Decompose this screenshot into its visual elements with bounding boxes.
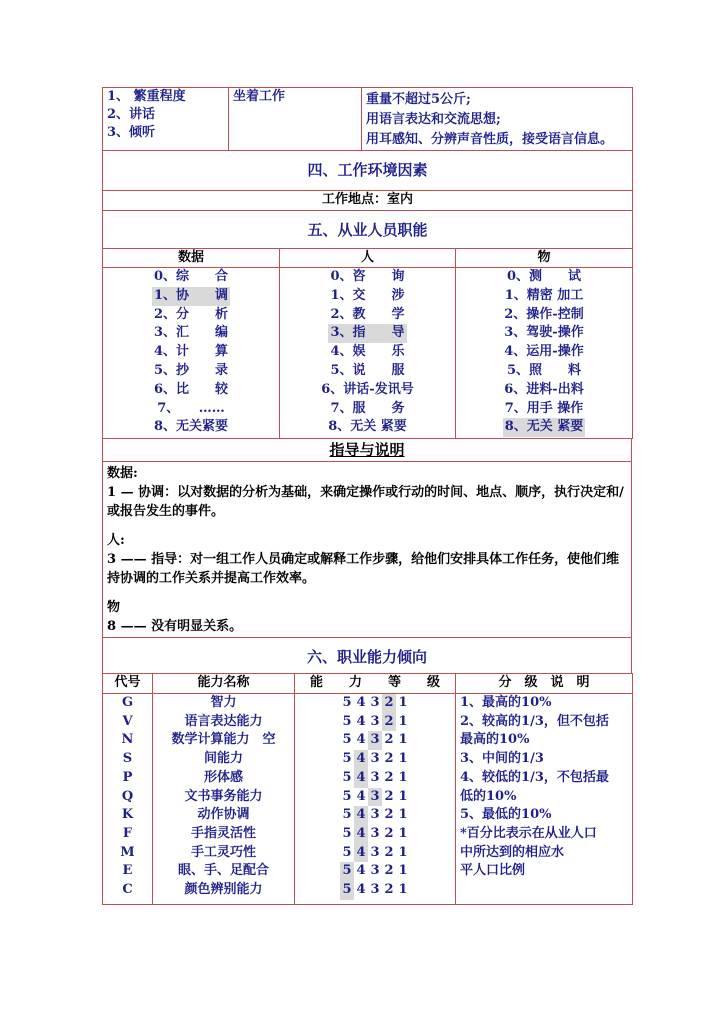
function-item: 8、无关紧要 [153,419,229,435]
activity-detail: 用耳感知、分辨声音性质，接受语言信息。 [366,132,614,147]
functions-data-column [103,268,280,439]
abilities-grades [295,694,456,905]
function-item: 8、无关 紧要 [328,419,407,435]
ability-grade-row [299,731,451,750]
activity-posture-cell [229,88,362,151]
grade-digit: 2 [384,882,394,898]
grade-digit: 1 [398,882,408,898]
grade-digit-selected: 4 [354,769,368,788]
ability-name: 间能力 [203,751,243,767]
activity-item: 3、倾听 [107,125,156,140]
function-item-selected: 8、无关 紧要 [503,418,586,437]
ability-code: E [122,863,133,879]
function-item: 6、讲话-发讯号 [321,381,414,397]
grade-digit: 3 [370,825,380,841]
grade-digit: 3 [370,882,380,898]
grade-digit-selected: 3 [368,788,382,807]
grade-digit: 3 [370,807,380,823]
grade-digit-selected: 3 [368,731,382,750]
ability-name: 动作协调 [197,807,250,823]
abilities-header-name: 能力名称 [153,674,295,694]
guide-table [102,438,632,674]
ability-code: K [121,807,134,823]
ability-code: S [122,751,133,767]
function-item-selected: 3、指 导 [328,324,406,343]
ability-name: 颜色辨别能力 [184,882,263,898]
grade-digit: 2 [384,807,394,823]
grade-digit: 5 [342,825,352,841]
guide-people-label: 人: [107,533,125,548]
grade-digit-selected: 2 [382,713,396,732]
grade-digit: 5 [342,695,352,710]
grade-digit: 2 [384,769,394,785]
functions-people-column [280,268,456,439]
activity-items-cell [103,88,229,151]
ability-code: M [120,844,135,860]
grade-digit: 1 [398,807,408,823]
grade-digit-selected: 4 [354,844,368,863]
grade-digit: 5 [342,788,352,804]
ability-grade-row [299,881,451,900]
grade-digit: 2 [384,751,394,767]
ability-name: 数学计算能力 空 [171,732,276,748]
grade-digit: 5 [342,807,352,823]
function-item: 3、汇 编 [153,325,229,341]
activity-details-cell [362,88,633,151]
grade-note-line: 4、较低的1/3，不包括最 [460,769,609,785]
functions-things-column [456,268,633,439]
ability-code: P [122,769,133,785]
ability-grade-row [299,862,451,881]
guide-data-text: 1 — 协调：以对数据的分析为基础，来确定操作或行动的时间、地点、顺序，执行决定和/或报告发生的事件。 [107,485,624,519]
grade-note-line: 5、最低的10% [460,807,552,823]
grade-digit-selected: 4 [354,806,368,825]
ability-grade-row [299,825,451,844]
function-item: 6、进料-出料 [504,381,584,397]
grade-note-line: 低的10% [460,788,517,804]
function-item: 4、运用-操作 [504,344,584,360]
grade-digit: 2 [384,788,394,804]
grade-digit: 5 [342,732,352,748]
abilities-names [153,694,295,905]
environment-location: 工作地点：室内 [103,191,633,211]
functions-title: 五、从业人员职能 [103,211,633,249]
ability-code: G [121,695,134,710]
abilities-table [102,673,633,905]
ability-name: 眼、手、足配合 [177,863,269,879]
ability-code: V [122,713,133,729]
abilities-codes [103,694,153,905]
ability-grade-row [299,713,451,732]
ability-name: 文书事务能力 [184,788,263,804]
ability-code: N [121,732,134,748]
ability-code: C [122,882,133,898]
grade-digit-selected: 4 [354,750,368,769]
ability-name: 手工灵巧性 [190,844,256,860]
job-analysis-sheet [102,87,632,905]
function-item: 6、比 较 [153,381,229,397]
activity-table [102,87,633,249]
abilities-title: 六、职业能力倾向 [103,638,632,674]
guide-things-label: 物 [107,600,121,615]
grade-digit: 1 [398,751,408,767]
grade-digit: 1 [398,844,408,860]
functions-table [102,248,633,439]
function-item-selected: 1、协 调 [152,287,230,306]
grade-digit: 1 [398,863,408,879]
grade-digit: 1 [398,825,408,841]
ability-code: Q [121,788,134,804]
grade-digit: 3 [370,844,380,860]
ability-code: F [122,825,133,841]
function-item: 1、精密 加工 [504,287,584,303]
grade-digit-selected: 5 [340,881,354,900]
grade-note-line: 中所达到的相应水 [460,844,565,860]
function-item: 7、服 务 [330,400,405,416]
abilities-header-grade: 能 力 等 级 [295,674,456,694]
grade-digit: 3 [370,695,380,710]
guide-people-text: 3 —— 指导：对一组工作人员确定或解释工作步骤，给他们安排具体工作任务，使他们维持协调的工作关系并提高工作效率。 [107,552,620,586]
ability-grade-row [299,806,451,825]
ability-name: 智力 [210,695,237,710]
guide-data-label: 数据: [107,466,138,481]
grade-digit: 4 [356,732,366,748]
environment-title: 四、工作环境因素 [103,151,633,191]
grade-digit: 2 [384,825,394,841]
activity-posture: 坐着工作 [233,89,286,104]
grade-digit: 1 [398,788,408,804]
activity-detail: 用语言表达和交流思想; [366,112,501,127]
functions-header-people: 人 [280,249,456,268]
grade-digit-selected: 5 [340,862,354,881]
function-item: 0、测 试 [506,269,582,284]
function-item: 0、咨 询 [330,269,405,284]
grade-digit: 1 [398,769,408,785]
grade-digit: 4 [356,713,366,729]
grade-note-line: 3、中间的1/3 [460,751,544,767]
grade-digit: 1 [398,713,408,729]
function-item: 2、分 析 [153,306,229,322]
guide-things-text: 8 —— 没有明显关系。 [107,619,243,634]
ability-grade-row [299,844,451,863]
grade-digit: 4 [356,882,366,898]
function-item: 1、交 涉 [330,287,405,303]
ability-grade-row [299,694,451,713]
grade-digit: 3 [370,769,380,785]
abilities-header-code: 代号 [103,674,153,694]
grade-note-line: 最高的10% [460,732,530,748]
function-item: 5、说 服 [330,362,405,378]
grade-digit: 5 [342,751,352,767]
grade-note-line: 平人口比例 [460,863,526,879]
grade-note-line: *百分比表示在从业人口 [460,825,597,841]
functions-header-things: 物 [456,249,633,268]
activity-detail: 重量不超过5公斤; [366,92,471,107]
function-item: 0、综 合 [153,269,229,284]
grade-note-line: 1、最高的10% [460,695,552,710]
grade-digit: 2 [384,863,394,879]
function-item: 7、 …… [157,400,225,416]
grade-digit: 4 [356,788,366,804]
ability-grade-row [299,788,451,807]
grade-digit-selected: 2 [382,694,396,713]
function-item: 7、用手 操作 [504,400,584,416]
grade-digit: 1 [398,732,408,748]
grade-digit: 4 [356,863,366,879]
grade-digit: 3 [370,863,380,879]
function-item: 3、驾驶-操作 [504,325,584,341]
function-item: 2、操作-控制 [504,306,584,322]
grade-digit: 2 [384,844,394,860]
function-item: 5、抄 录 [153,362,229,378]
ability-name: 手指灵活性 [190,825,256,841]
activity-item: 1、 繁重程度 [107,89,186,104]
ability-name: 语言表达能力 [184,713,263,729]
grade-digit: 3 [370,713,380,729]
function-item: 2、教 学 [330,306,405,322]
activity-item: 2、讲话 [107,107,156,122]
grade-digit: 2 [384,732,394,748]
grade-digit: 3 [370,751,380,767]
function-item: 5、照 料 [506,362,582,378]
abilities-header-notes: 分 级 说 明 [456,674,633,694]
guide-title: 指导与说明 [103,439,632,462]
ability-grade-row [299,750,451,769]
ability-name: 形体感 [203,769,243,785]
grade-digit: 1 [398,695,408,710]
grade-digit: 5 [342,769,352,785]
guide-body [103,462,632,638]
grade-digit: 5 [342,844,352,860]
function-item: 4、娱 乐 [330,344,405,360]
ability-grade-row [299,769,451,788]
grade-digit: 4 [356,695,366,710]
grade-digit-selected: 4 [354,825,368,844]
abilities-notes [456,694,633,905]
grade-note-line: 2、较高的1/3，但不包括 [460,713,609,729]
function-item: 4、计 算 [153,344,229,360]
grade-digit: 5 [342,713,352,729]
functions-header-data: 数据 [103,249,280,268]
